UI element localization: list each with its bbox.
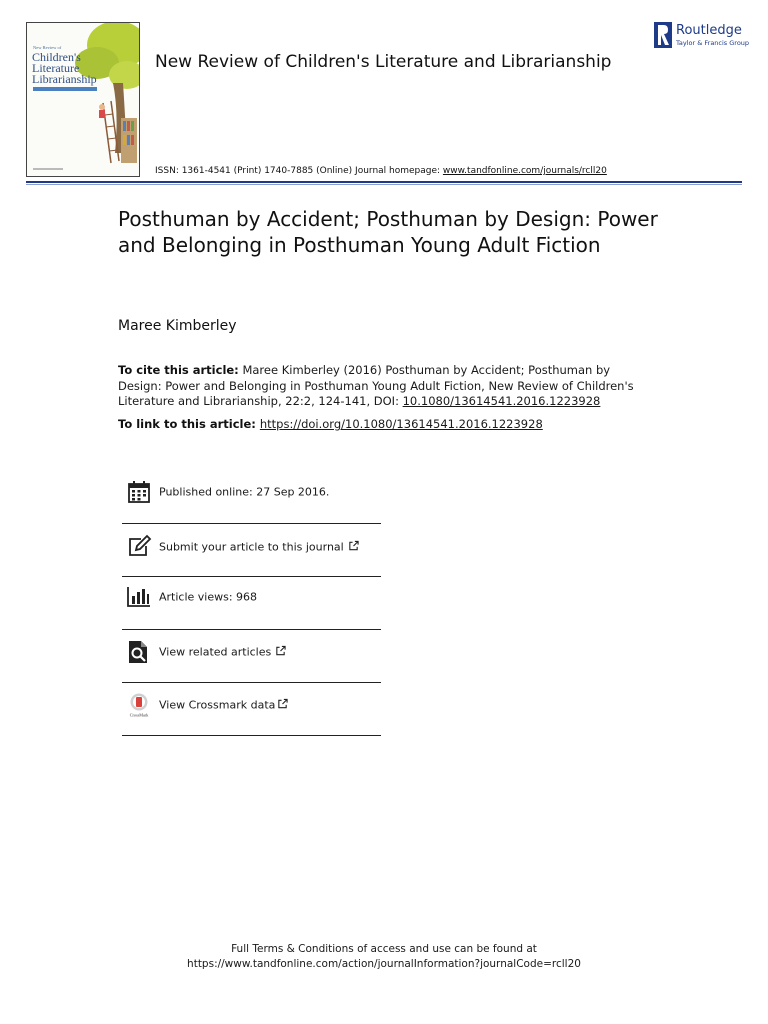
article-author: Maree Kimberley [118, 318, 237, 334]
header-rule [26, 181, 742, 183]
article-doi-link[interactable]: https://doi.org/10.1080/13614541.2016.1223928 [259, 417, 543, 431]
crossmark-label[interactable] [159, 698, 288, 711]
link-label: To link to this article: [118, 417, 260, 431]
cite-text: Maree Kimberley (2016) Posthuman by Accident; Posthuman by Design: Power and Belonging in Posthuman Young Adult Fiction, New Review of Children's Literature and Librarianship, 22:2, 124-141, DOI: [118, 363, 634, 408]
footer-line-1: Full Terms & Conditions of access and use can be found at [231, 943, 537, 955]
journal-homepage-link[interactable]: www.tandfonline.com/journals/rcll20 [442, 166, 607, 176]
cover-line-1: New Review of [33, 45, 62, 50]
cover-line-4: Librarianship [32, 72, 97, 86]
edit-icon [126, 534, 152, 560]
crossmark-text[interactable]: View Crossmark data [159, 698, 276, 711]
external-link-icon [348, 540, 359, 551]
external-link-icon [275, 645, 286, 656]
cite-doi-link[interactable]: 10.1080/13614541.2016.1223928 [402, 394, 601, 408]
cover-line-3: Literature [32, 61, 80, 75]
article-title: Posthuman by Accident; Posthuman by Design: Power and Belonging in Posthuman Young Adult Fiction [118, 207, 658, 257]
published-online-label: Published online: 27 Sep 2016. [159, 485, 330, 498]
external-link-icon [277, 698, 288, 709]
crossmark-badge-text: CrossMark [129, 712, 149, 717]
submit-article-text[interactable]: Submit your article to this journal [159, 540, 344, 553]
publisher-subtitle: Taylor & Francis Group [676, 39, 750, 47]
publisher-name: Routledge [676, 23, 742, 38]
search-document-icon [126, 639, 152, 665]
article-views-label: Article views: 968 [159, 590, 258, 603]
article-link-block [118, 417, 648, 433]
bar-chart-icon [126, 584, 152, 610]
footer-terms-link[interactable]: https://www.tandfonline.com/action/journalInformation?journalCode=rcll20 [187, 958, 581, 970]
divider [122, 735, 381, 736]
submit-article-row[interactable] [122, 520, 381, 573]
related-articles-label[interactable] [159, 645, 286, 658]
routledge-logo-icon[interactable] [654, 22, 672, 48]
article-views-row [122, 570, 381, 623]
related-articles-row[interactable] [122, 625, 381, 678]
issn-line [155, 166, 607, 176]
crossmark-row[interactable] [122, 678, 381, 731]
header-rule-secondary [26, 184, 742, 185]
issn-text: ISSN: 1361-4541 (Print) 1740-7885 (Online) Journal homepage: [155, 166, 443, 176]
cover-line-2: Children's [32, 50, 81, 64]
journal-title: New Review of Children's Literature and Librarianship [155, 52, 612, 72]
crossmark-icon [126, 692, 152, 718]
related-articles-text[interactable]: View related articles [159, 645, 272, 658]
cite-label: To cite this article: [118, 363, 239, 377]
journal-cover[interactable] [26, 22, 140, 177]
calendar-icon [126, 479, 152, 505]
footer [0, 942, 768, 972]
submit-article-label[interactable] [159, 540, 359, 553]
citation-block [118, 363, 648, 410]
published-online-row [122, 465, 381, 518]
